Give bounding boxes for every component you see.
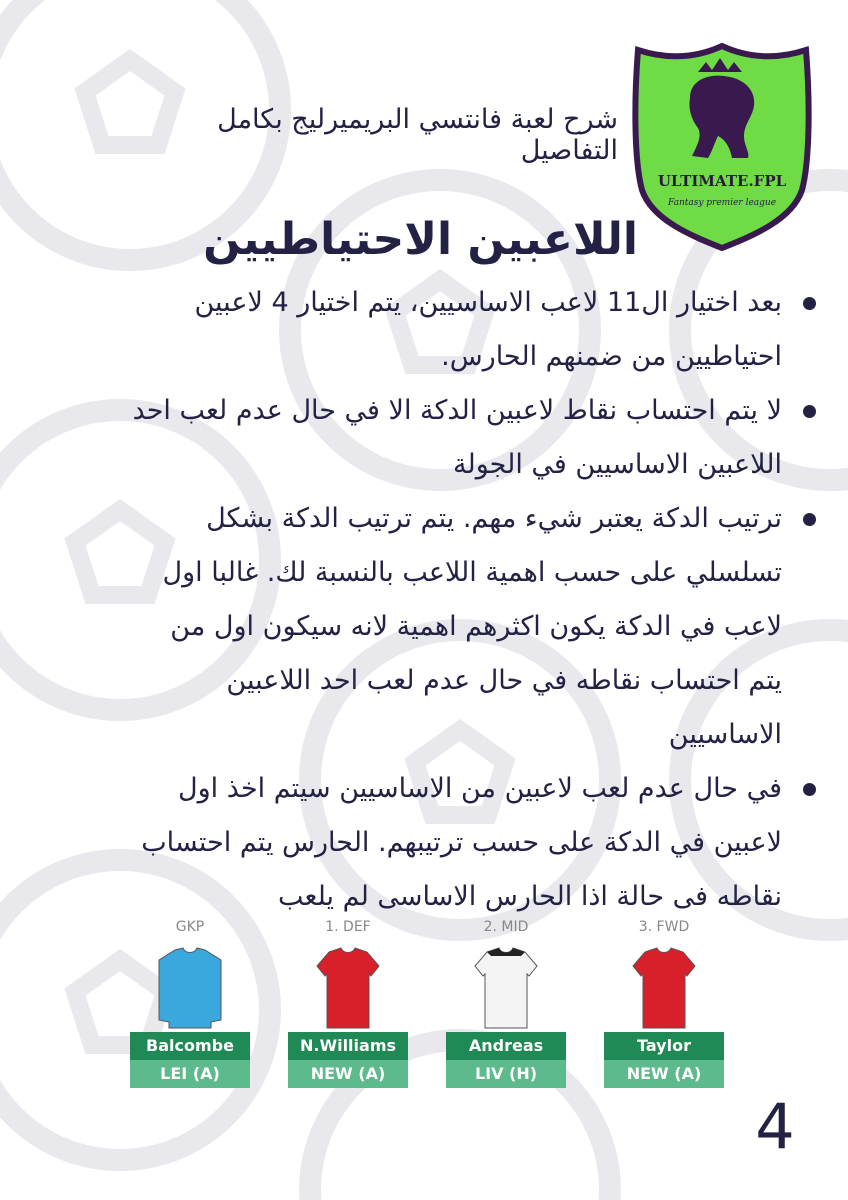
player-fixture: LEI (A) <box>130 1060 250 1088</box>
badge-name: ULTIMATE.FPL <box>657 172 787 190</box>
bullet-item <box>130 762 820 924</box>
bullet-item <box>130 384 820 492</box>
player-fixture: NEW (A) <box>604 1060 724 1088</box>
bullet-item <box>130 276 820 384</box>
player-name: N.Williams <box>288 1032 408 1060</box>
shirt-icon <box>155 946 225 1030</box>
bench-slot-def[interactable] <box>288 916 408 1088</box>
bench-slot-mid[interactable] <box>446 916 566 1088</box>
position-label: 2. MID <box>483 919 529 935</box>
shirt-icon <box>629 946 699 1030</box>
page-title: اللاعبين الاحتياطيين <box>203 214 638 265</box>
player-name: Andreas <box>446 1032 566 1060</box>
page-subtitle: شرح لعبة فانتسي البريميرليج بكامل التفاصيل <box>217 104 618 166</box>
player-name: Balcombe <box>130 1032 250 1060</box>
bullet-dot <box>803 405 816 418</box>
position-label: GKP <box>175 919 205 935</box>
bench-slot-fwd[interactable] <box>604 916 724 1088</box>
bullet-text: لا يتم احتساب نقاط لاعبين الدكة الا في حال عدم لعب احد اللاعبين الاساسيين في الجولة <box>132 395 782 480</box>
badge-tagline: Fantasy premier league <box>667 198 777 208</box>
position-label: 3. FWD <box>638 919 690 935</box>
bench-lineup <box>130 916 730 1096</box>
bullet-dot <box>803 297 816 310</box>
bullet-dot <box>803 783 816 796</box>
bullet-item <box>130 492 820 762</box>
bullet-text: في حال عدم لعب لاعبين من الاساسيين سيتم اخذ اول لاعبين في الدكة على حسب ترتيبهم. الحارس يتم احتساب نقاطه فى حالة اذا الحارس الاساسى لم يلعب <box>141 773 782 912</box>
shirt-icon <box>313 946 383 1030</box>
page-number: 4 <box>755 1090 795 1163</box>
bench-slot-gkp[interactable] <box>130 916 250 1088</box>
ultimate-fpl-badge <box>632 40 812 252</box>
position-label: 1. DEF <box>325 919 371 935</box>
shirt-icon <box>471 946 541 1030</box>
bullet-text: بعد اختيار ال11 لاعب الاساسيين، يتم اختيار 4 لاعبين احتياطيين من ضمنهم الحارس. <box>194 287 782 372</box>
bullet-dot <box>803 513 816 526</box>
badge-shield <box>632 40 812 252</box>
player-name: Taylor <box>604 1032 724 1060</box>
player-fixture: NEW (A) <box>288 1060 408 1088</box>
player-fixture: LIV (H) <box>446 1060 566 1088</box>
bullet-text: ترتيب الدكة يعتبر شيء مهم. يتم ترتيب الدكة بشكل تسلسلي على حسب اهمية اللاعب بالنسبة لك. غالبا اول لاعب في الدكة يكون اكثرهم اهمية لانه سيكون اول من يتم احتساب نقاطه في حال عدم لعب احد اللاعبين الاساسيين <box>162 503 782 750</box>
bullet-list <box>130 276 820 924</box>
